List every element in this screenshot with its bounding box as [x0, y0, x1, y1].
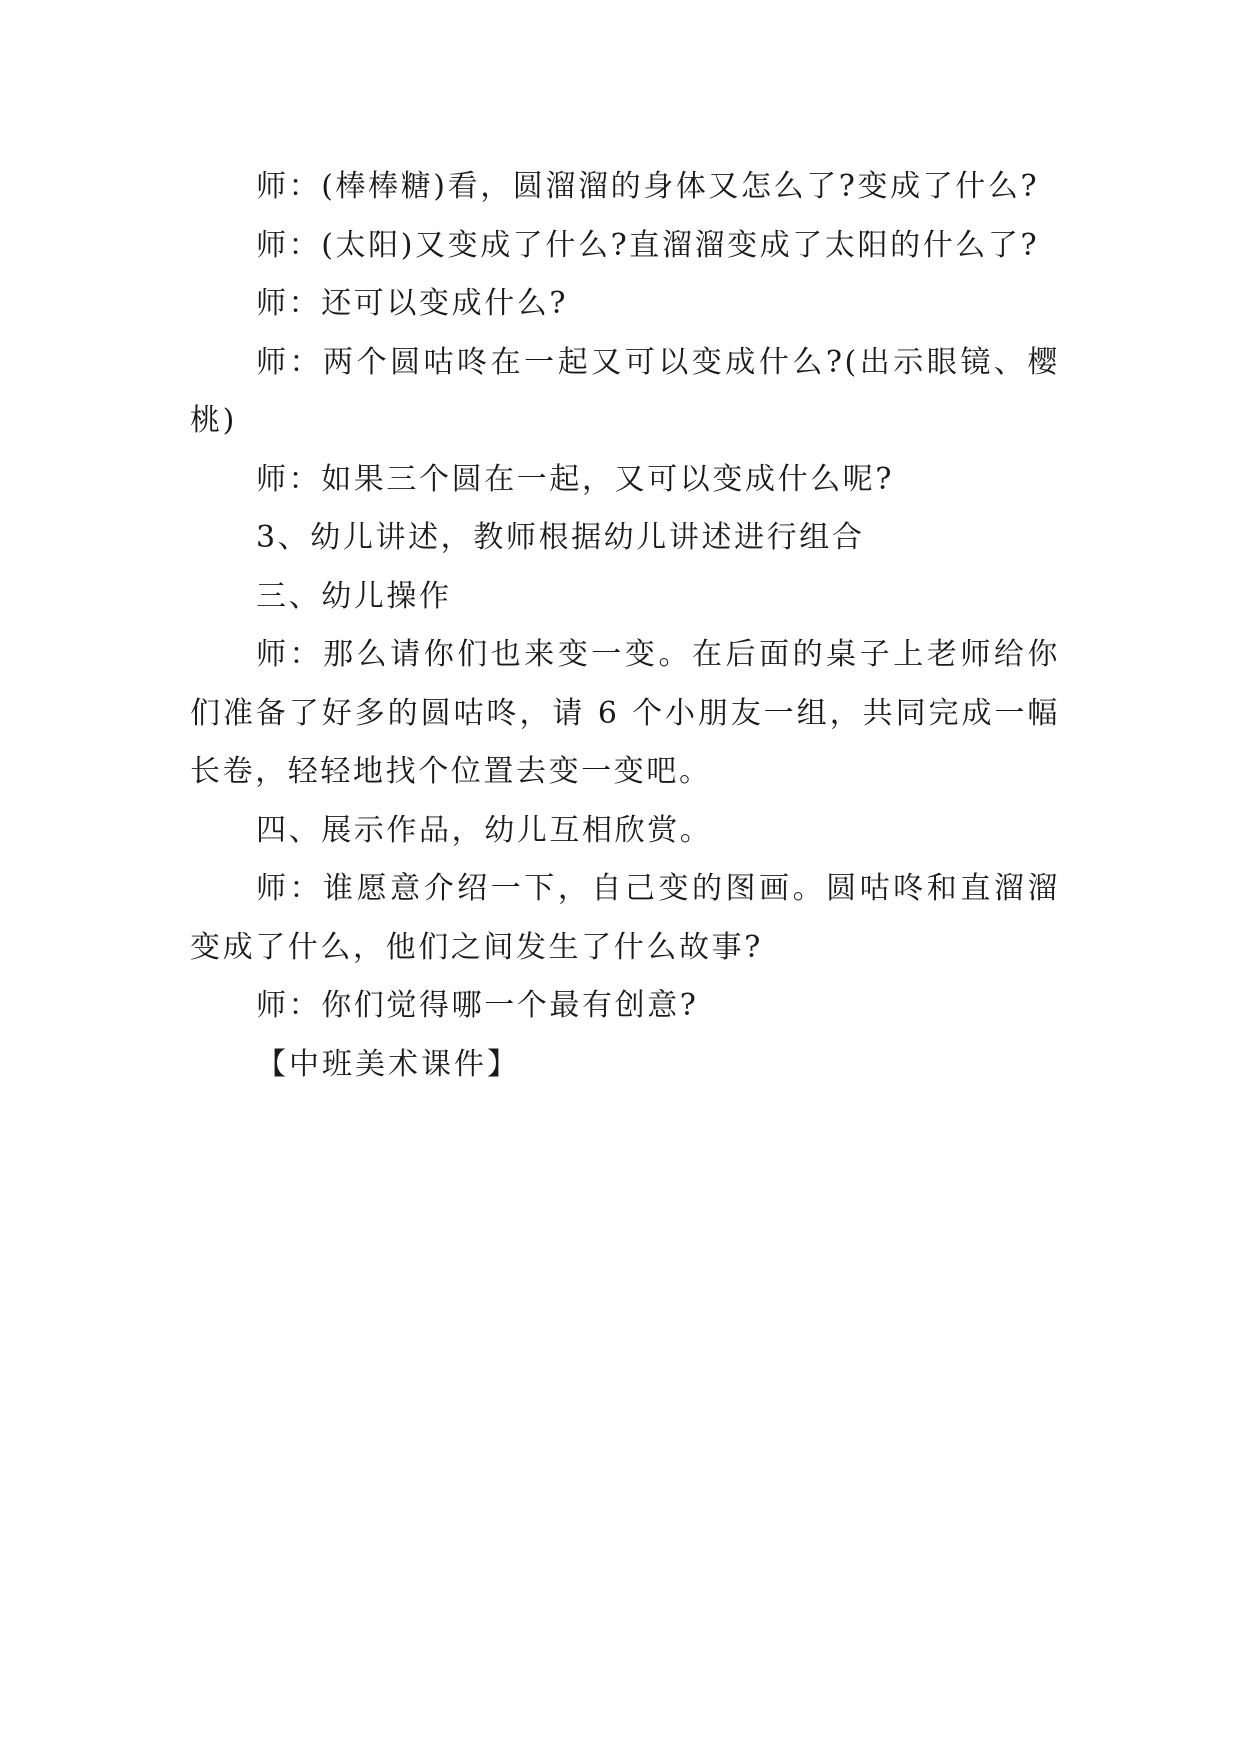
- section-heading-operation: 三、幼儿操作: [256, 578, 452, 614]
- paragraph-instructions: 师：那么请你们也来变一变。在后面的桌子上老师给你们准备了好多的圆咕咚，请 6 个小朋友一组，共同完成一幅长卷，轻轻地找个位置去变一变吧。: [190, 637, 1060, 789]
- document-body: [190, 158, 1060, 1094]
- paragraph-three-circles: 师：如果三个圆在一起，又可以变成什么呢?: [256, 461, 895, 497]
- section-heading-display: 四、展示作品，幼儿互相欣赏。: [256, 812, 713, 848]
- paragraph-what-else: 师：还可以变成什么?: [256, 286, 569, 321]
- paragraph-lollipop: 师：(棒棒糖)看，圆溜溜的身体又怎么了?变成了什么?: [256, 169, 1040, 204]
- paragraph-sun: 师：(太阳)又变成了什么?直溜溜变成了太阳的什么了?: [256, 227, 1040, 263]
- section-tag: 【中班美术课件】: [256, 1046, 520, 1082]
- paragraph-children-narrate: 3、幼儿讲述，教师根据幼儿讲述进行组合: [256, 520, 865, 555]
- paragraph-most-creative: 师：你们觉得哪一个最有创意?: [256, 988, 699, 1023]
- paragraph-two-circles: 师：两个圆咕咚在一起又可以变成什么?(出示眼镜、樱桃): [190, 344, 1060, 438]
- paragraph-introduce: 师：谁愿意介绍一下，自己变的图画。圆咕咚和直溜溜变成了什么，他们之间发生了什么故事?: [190, 871, 1060, 965]
